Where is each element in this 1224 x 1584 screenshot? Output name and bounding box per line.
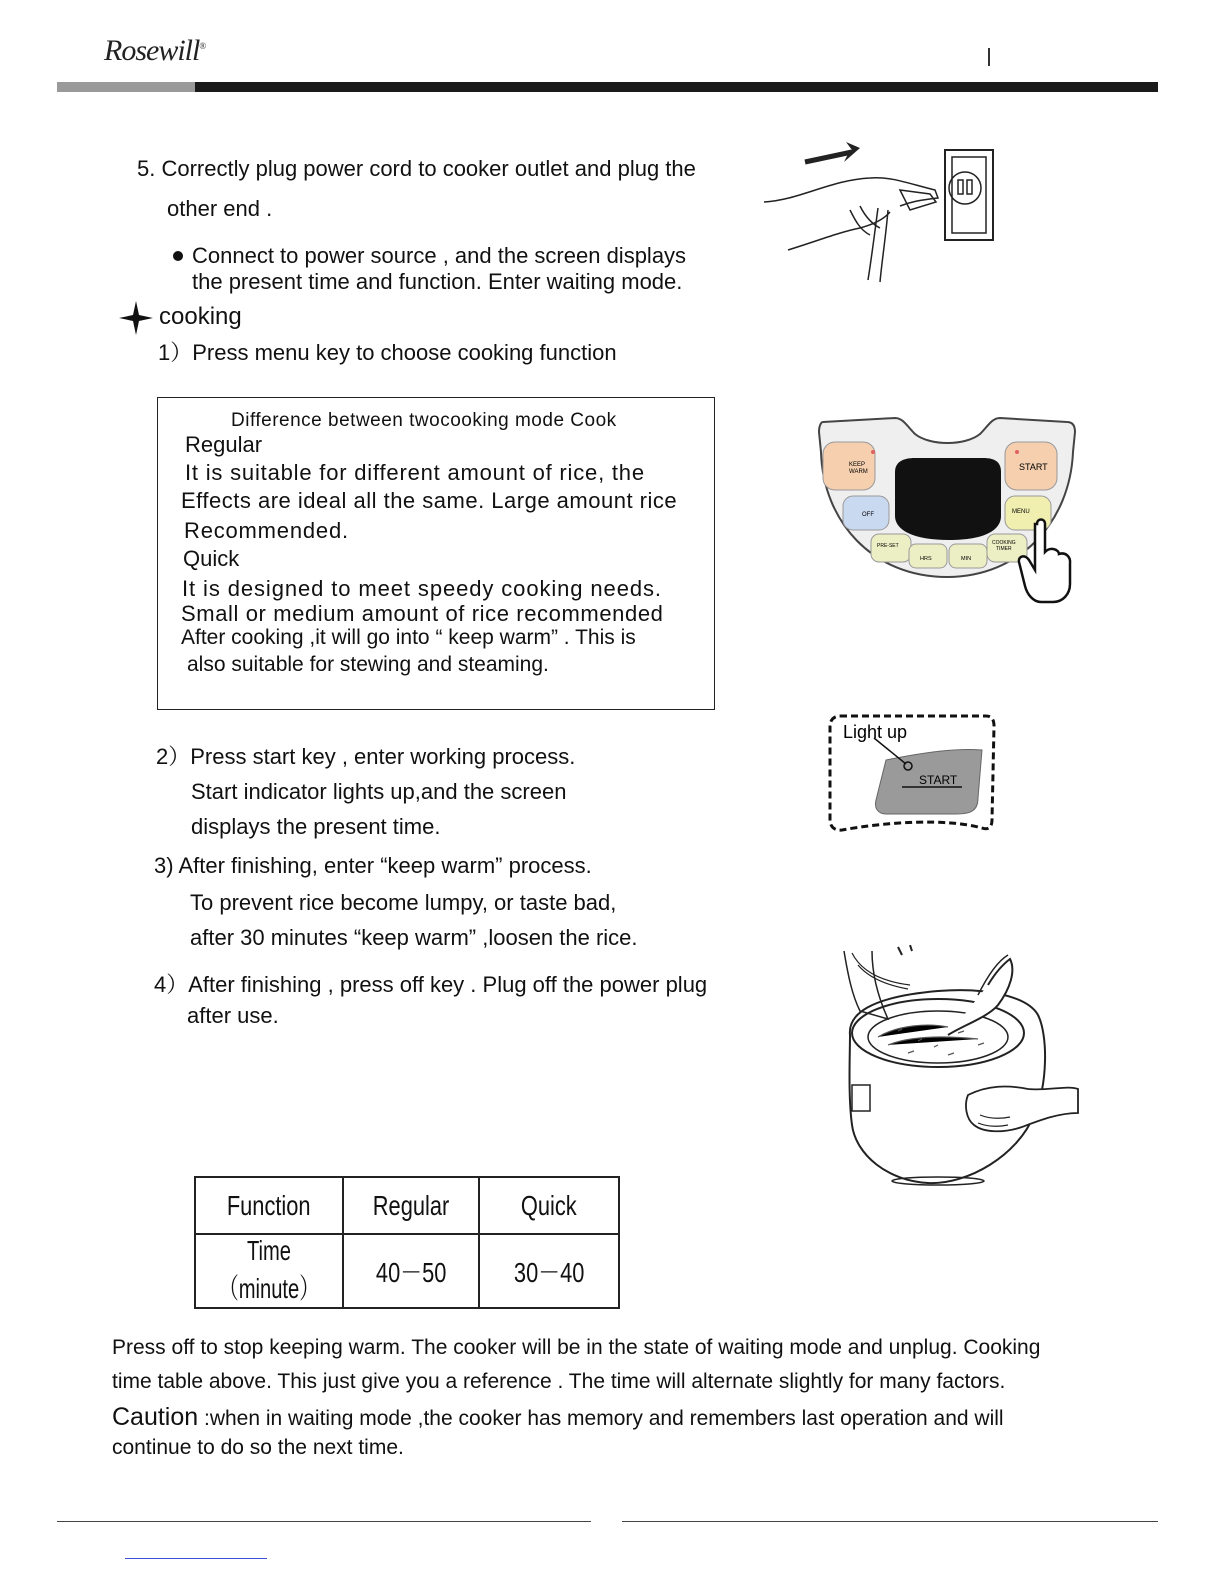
regular-title: Regular: [185, 432, 263, 457]
caution-text: :when in waiting mode ,the cooker has memory and remembers last operation and will: [198, 1407, 1004, 1430]
step3-line2: To prevent rice become lumpy, or taste bad,: [190, 890, 617, 915]
header-bar: [195, 82, 1158, 92]
panel-preset-label: PRE-SET: [877, 543, 899, 549]
panel-keep-label: KEEP: [849, 462, 866, 468]
light-up-illustration: [826, 710, 998, 834]
table-header-cell: Quick: [479, 1177, 619, 1234]
note-line2: time table above. This just give you a reference . The time will alternate slightly for many factors.: [112, 1370, 1006, 1393]
regular-line3: Recommended.: [184, 518, 349, 543]
light-up-start-label: START: [919, 773, 958, 787]
control-panel-illustration: [815, 412, 1080, 607]
footer-rule-left: [57, 1521, 591, 1522]
step4-line1: 4）After finishing , press off key . Plug off the power plug: [154, 972, 708, 997]
panel-off-label: OFF: [862, 512, 874, 518]
cooking-title: cooking: [159, 303, 242, 330]
table-header-cell: Function: [195, 1177, 343, 1234]
regular-line2: Effects are ideal all the same. Large amount rice: [181, 488, 678, 513]
plug-illustration: [760, 140, 1000, 285]
panel-cooking-label: COOKING: [992, 540, 1016, 546]
brand-logo: Rosewill®: [104, 34, 206, 67]
step2-line3: displays the present time.: [191, 814, 441, 839]
note-line1: Press off to stop keeping warm. The cooker will be in the state of waiting mode and unplug. Cooking: [112, 1336, 1041, 1359]
footer-rule-right: [622, 1521, 1158, 1522]
table-row: [195, 1234, 619, 1308]
bullet-dot: [173, 251, 183, 261]
note-line4: continue to do so the next time.: [112, 1436, 404, 1459]
table-header-row: [195, 1177, 619, 1234]
panel-hrs-label: HRS: [920, 556, 932, 562]
cooking-time-table: [194, 1176, 620, 1309]
panel-start-label: START: [1019, 462, 1048, 472]
header-divider: [988, 48, 990, 66]
regular-line1: It is suitable for different amount of rice, the: [185, 460, 645, 485]
panel-warm-label: WARM: [849, 469, 868, 475]
table-row-label: Time（minute）: [195, 1234, 343, 1308]
step5-line2: other end .: [167, 196, 273, 221]
panel-min-label: MIN: [961, 556, 972, 562]
step4-line2: after use.: [187, 1003, 279, 1028]
step3-line1: 3) After finishing, enter “keep warm” process.: [154, 853, 592, 878]
header-bar-accent: [57, 82, 195, 92]
quick-line1: It is designed to meet speedy cooking needs.: [182, 576, 662, 601]
step2-line1: 2）Press start key , enter working process.: [156, 744, 576, 769]
step3-line3: after 30 minutes “keep warm” ,loosen the rice.: [190, 925, 638, 950]
cooking-step1: 1）Press menu key to choose cooking function: [158, 340, 617, 365]
quick-line2: Small or medium amount of rice recommended: [181, 601, 664, 626]
quick-line4: also suitable for stewing and steaming.: [187, 653, 549, 676]
rice-cooker-illustration: [838, 945, 1083, 1190]
star-icon: [119, 301, 153, 335]
step5-line1: 5. Correctly plug power cord to cooker outlet and plug the: [137, 156, 696, 181]
footer-link-underline[interactable]: [125, 1558, 267, 1559]
caution-word: Caution: [112, 1403, 199, 1431]
panel-menu-label: MENU: [1012, 509, 1030, 515]
quick-title: Quick: [183, 546, 240, 571]
difference-heading: Difference between twocooking mode Cook: [231, 410, 617, 431]
table-cell-regular: 40－50: [343, 1234, 479, 1308]
step5-bullet-line1: Connect to power source , and the screen displays: [192, 243, 687, 268]
panel-timer-label: TIMER: [996, 546, 1012, 552]
step2-line2: Start indicator lights up,and the screen: [191, 779, 567, 804]
table-header-cell: Regular: [343, 1177, 479, 1234]
step5-bullet-line2: the present time and function. Enter waiting mode.: [192, 269, 683, 294]
light-up-label: Light up: [843, 722, 908, 742]
table-cell-quick: 30－40: [479, 1234, 619, 1308]
quick-line3: After cooking ,it will go into “ keep warm” . This is: [181, 626, 636, 649]
caution-line: [112, 1402, 1004, 1432]
